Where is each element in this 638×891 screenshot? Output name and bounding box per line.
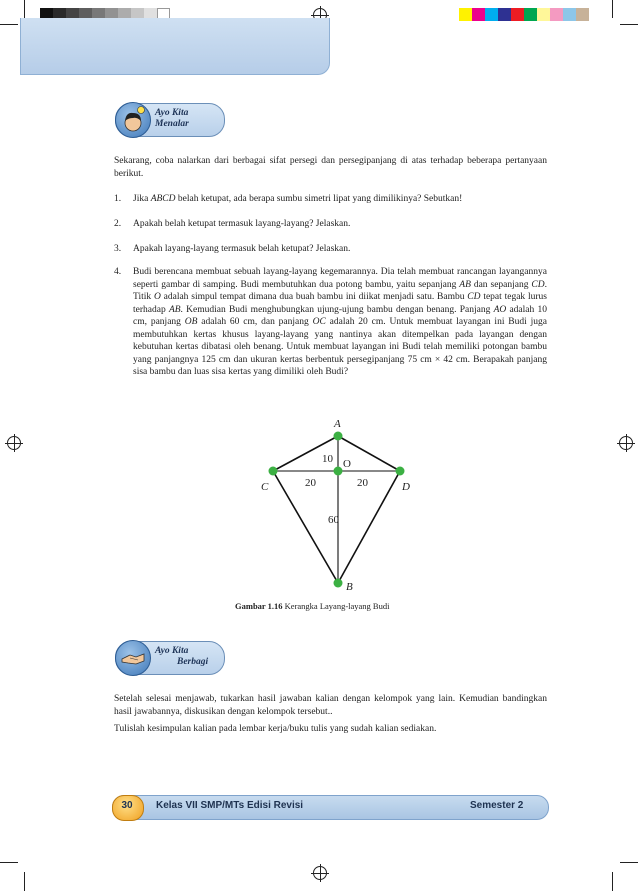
- question-text: Apakah layang-layang termasuk belah ketupat? Jelaskan.: [133, 244, 351, 254]
- question-number: 3.: [114, 244, 122, 254]
- length-oc: 20: [305, 477, 316, 489]
- length-ob: 60: [328, 514, 339, 526]
- node-o: [334, 467, 343, 476]
- crop-mark: [0, 862, 18, 863]
- question-number: 2.: [114, 219, 122, 229]
- crop-mark: [24, 872, 25, 891]
- registration-mark-bottom: [313, 866, 327, 880]
- share-paragraph: Setelah selesai menjawab, tukarkan hasil jawaban kalian dengan kelompok yang lain. Kemudian bandingkan hasil jawabannya, diskusikan dengan kelompok tersebut..: [114, 694, 547, 717]
- node-d: [396, 467, 405, 476]
- handshake-icon: [115, 640, 151, 676]
- crop-mark: [620, 24, 638, 25]
- question-text: Jika ABCD belah ketupat, ada berapa sumbu simetri lipat yang dimilikinya? Sebutkan!: [133, 194, 463, 204]
- node-b: [334, 579, 343, 588]
- header-band: [20, 18, 330, 75]
- crop-mark: [0, 24, 18, 25]
- crop-mark: [24, 0, 25, 18]
- badge-title: Ayo Kita Menalar: [155, 108, 189, 129]
- label-o: O: [343, 458, 351, 470]
- conclusion-paragraph: Tulislah kesimpulan kalian pada lembar kerja/buku tulis yang sudah kalian sediakan.: [114, 724, 437, 734]
- label-a: A: [334, 418, 341, 430]
- label-c: C: [261, 481, 269, 493]
- crop-mark: [620, 862, 638, 863]
- node-a: [334, 432, 343, 441]
- crop-mark: [612, 0, 613, 18]
- node-c: [269, 467, 278, 476]
- kite-figure: [250, 415, 430, 600]
- crop-mark: [612, 872, 613, 891]
- question-text: Apakah belah ketupat termasuk layang-layang? Jelaskan.: [133, 219, 351, 229]
- page-number: 30: [121, 800, 133, 811]
- book-title: Kelas VII SMP/MTs Edisi Revisi: [156, 800, 304, 811]
- registration-mark-right: [619, 436, 633, 450]
- intro-paragraph: Sekarang, coba nalarkan dari berbagai sifat persegi dan persegipanjang di atas terhadap beberapa pertanyaan berikut.: [114, 156, 547, 179]
- badge-title: Ayo Kita Berbagi: [155, 646, 209, 667]
- color-bar: [459, 8, 589, 21]
- question-text: Budi berencana membuat sebuah layang-layang kegemarannya. Dia telah membuat rancangan layangannya seperti gambar di samping. Budi membutuhkan dua potong bambu, yaitu sepanjang AB dan sepanjang CD. Titik O adalah simpul tempat dimana dua buah bambu ini diikat menjadi satu. Bambu CD tepat tegak lurus terhadap AB. Kemudian Budi menghubungkan ujung-ujung bambu dengan benang. Panjang AO adalah 10 cm, panjang OB adalah 60 cm, dan panjang OC adalah 20 cm. Untuk membuat layangan ini Budi juga membutuhkan kertas khusus layang-layang yang nantinya akan ditempelkan pada layangan dengan kebutuhan kertas dibatasi oleh benang. Untuk membuat layangan ini Budi telah memiliki potongan bambu yang panjangnya 125 cm dan ukuran kertas berbentuk persegipanjang 75 cm × 42 cm. Berapakah panjang sisa bambu dan luas sisa kertas yang dimiliki oleh Budi?: [133, 267, 547, 377]
- semester-label: Semester 2: [470, 800, 524, 811]
- length-od: 20: [357, 477, 368, 489]
- label-d: D: [402, 481, 410, 493]
- registration-mark-left: [7, 436, 21, 450]
- label-b: B: [346, 581, 353, 593]
- thinking-person-icon: [115, 102, 151, 138]
- question-number: 4.: [114, 267, 122, 277]
- question-number: 1.: [114, 194, 122, 204]
- length-ao: 10: [322, 453, 333, 465]
- figure-caption: Gambar 1.16 Kerangka Layang-layang Budi: [235, 601, 390, 611]
